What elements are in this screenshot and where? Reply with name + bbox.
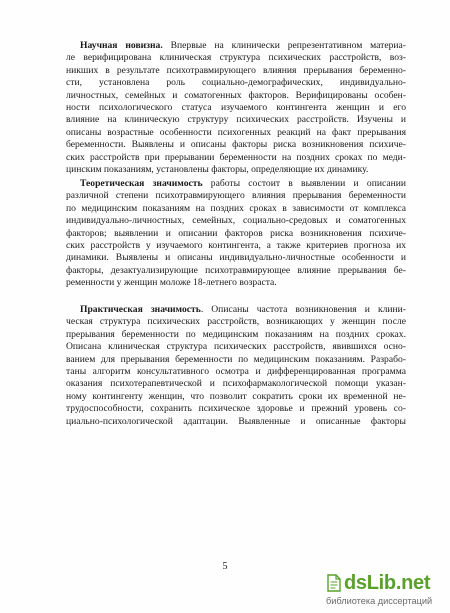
scientific-novelty-paragraph (66, 40, 406, 176)
paragraph-line: ному контингенту женщин, что позволит сократить сроки их временной не- (66, 390, 406, 402)
paragraph-line: циально-психологической адаптации. Выявленные и описанные факторы (66, 415, 406, 427)
paragraph-line: беременности. Выявлены и описаны факторы риска возникновения психиче- (66, 139, 406, 151)
paragraph-line (66, 178, 406, 190)
paragraph-line: цинским показаниям, установлены факторы, определяющие их динамику. (66, 163, 369, 175)
paragraph-line (66, 304, 406, 316)
paragraph-line: индивидуально-личностных, семейных, социально-средовых и соматогенных (66, 215, 406, 227)
paragraph-line: сти, установлена роль социально-демографических, индивидуально- (66, 77, 406, 89)
paragraph-line: ности психологического статуса изучаемого контингента женщин и его (66, 101, 406, 113)
paragraph-line: прерывания беременности по медицинским показаниям на поздних сроках. (66, 328, 406, 340)
paragraph-line: личностных, семейных и соматогенных факторов. Верифицированы особен- (66, 89, 406, 101)
watermark-brand: dsLib.net (344, 572, 431, 594)
paragraph-line: ских расстройств у изучаемого контингента, а также критериев прогноза их (66, 239, 406, 251)
paragraph-line: ле верифицирована клиническая структура психических расстройств, воз- (66, 52, 406, 64)
paragraph-line: ременности у женщин моложе 18-летнего возраста. (66, 277, 277, 289)
line-text: работы состоит в выявлении и описании (202, 178, 406, 189)
paragraph-line: ванием для прерывания беременности по медицинским показаниям. Разрабо- (66, 353, 406, 365)
dslib-watermark[interactable] (326, 572, 444, 610)
paragraph-line: факторы, дезактуализирующие психотравмирующее влияние прерывания бе- (66, 264, 406, 276)
paragraph-line: по медицинским показаниям на поздних сроках в зависимости от комплекса (66, 202, 406, 214)
theoretical-significance-heading: Теоретическая значимость (80, 178, 203, 189)
page-number: 5 (222, 561, 228, 572)
paragraph-line: динамики. Выявлены и описаны индивидуально-личностные особенности и (66, 252, 406, 264)
paragraph-line: описаны возрастные особенности психогенных реакций на факт прерывания (66, 126, 406, 138)
theoretical-significance-paragraph (66, 178, 406, 290)
practical-significance-paragraph (66, 304, 406, 428)
paragraph-line: влияние на клиническую структуру психических расстройств. Изучены и (66, 114, 406, 126)
paragraph-line: ческая структура психических расстройств, возникающих у женщин после (66, 316, 406, 328)
practical-significance-heading: Практическая значимость (80, 304, 201, 315)
paragraph-line: трудоспособности, сохранить психическое здоровье и прежний уровень со- (66, 403, 406, 415)
paragraph-line (66, 40, 406, 52)
line-text: . Описаны частота возникновения и клини- (200, 304, 406, 315)
paragraph-line: оказания психотерапевтической и психофармакологической помощи указан- (66, 378, 406, 390)
line-text: Впервые на клинически репрезентативном материа- (162, 40, 406, 51)
watermark-subtitle: библиотека диссертаций (326, 596, 433, 606)
paragraph-line: Описана клиническая структура психических расстройств, явившихся осно- (66, 341, 406, 353)
paragraph-line: факторов; выявлении и описании факторов риска возникновения психиче- (66, 227, 406, 239)
paragraph-line: различной степени психотравмирующего влияния прерывания беременности (66, 190, 406, 202)
paragraph-line: никших в результате психотравмирующего влияния прерывания беременно- (66, 64, 406, 76)
paragraph-line: ских расстройств при прерывании беременности на поздних сроках по меди- (66, 151, 406, 163)
paragraph-line: таны алгоритм консультативного осмотра и дифференцированная программа (66, 365, 406, 377)
document-icon (326, 574, 342, 592)
scientific-novelty-heading: Научная новизна. (80, 40, 163, 51)
